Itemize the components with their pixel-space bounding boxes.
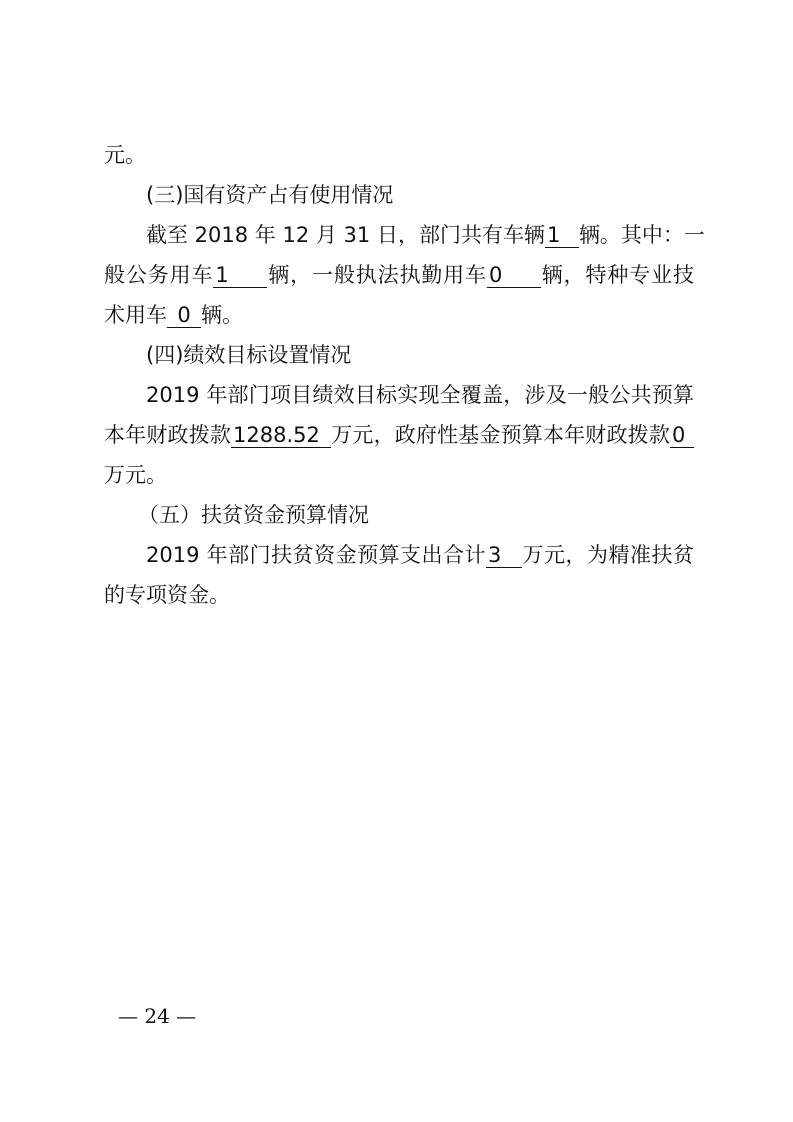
section-heading-performance-text: (四)绩效目标设置情况 bbox=[146, 343, 352, 367]
performance-text-2a: 本年财政拨款 bbox=[104, 423, 232, 447]
vehicle-text-2a: 般公务用车 bbox=[104, 263, 214, 287]
section-heading-performance bbox=[146, 340, 694, 370]
poverty-text-1a: 2019 年部门扶贫资金预算支出合计 bbox=[146, 543, 487, 567]
page-number: — 24 — bbox=[118, 1004, 197, 1028]
vehicle-text-3a: 术用车 bbox=[104, 303, 167, 327]
poverty-fund-amount: 3 bbox=[486, 543, 522, 568]
fund-budget-amount: 0 bbox=[670, 423, 694, 448]
poverty-paragraph-line-2 bbox=[104, 580, 694, 610]
general-vehicle-value: 1 bbox=[213, 263, 267, 288]
continuation-text: 元。 bbox=[104, 143, 146, 167]
section-heading-poverty-text: （五）扶贫资金预算情况 bbox=[138, 503, 369, 527]
vehicle-text-2c: 辆，特种专业技 bbox=[540, 263, 695, 287]
section-heading-assets bbox=[146, 180, 694, 210]
poverty-text-1b: 万元，为精准扶贫 bbox=[522, 543, 695, 567]
performance-text-3: 万元。 bbox=[104, 463, 167, 487]
performance-text-2b: 万元，政府性基金预算本年财政拨款 bbox=[331, 423, 671, 447]
vehicle-paragraph-line-1 bbox=[146, 220, 705, 250]
enforcement-vehicle-value: 0 bbox=[487, 263, 541, 288]
continuation-line bbox=[104, 140, 694, 170]
poverty-paragraph-line-1 bbox=[146, 540, 694, 570]
section-heading-poverty bbox=[138, 500, 694, 530]
performance-paragraph-line-2 bbox=[104, 420, 694, 450]
vehicle-total-value: 1 bbox=[545, 223, 579, 248]
vehicle-text-1a: 截至 2018 年 12 月 31 日，部门共有车辆 bbox=[146, 223, 545, 247]
poverty-text-2: 的专项资金。 bbox=[104, 583, 230, 607]
performance-text-1: 2019 年部门项目绩效目标实现全覆盖，涉及一般公共预算 bbox=[146, 383, 694, 407]
vehicle-paragraph-line-3 bbox=[104, 300, 694, 330]
special-vehicle-value: 0 bbox=[167, 303, 201, 328]
vehicle-text-1b: 辆。其中：一 bbox=[578, 223, 705, 247]
performance-paragraph-line-3 bbox=[104, 460, 694, 490]
performance-paragraph-line-1 bbox=[146, 380, 694, 410]
general-budget-amount: 1288.52 bbox=[231, 423, 331, 448]
section-heading-assets-text: (三)国有资产占有使用情况 bbox=[146, 183, 394, 207]
vehicle-paragraph-line-2 bbox=[104, 260, 694, 290]
vehicle-text-3b: 辆。 bbox=[201, 303, 243, 327]
vehicle-text-2b: 辆，一般执法执勤用车 bbox=[267, 263, 487, 287]
